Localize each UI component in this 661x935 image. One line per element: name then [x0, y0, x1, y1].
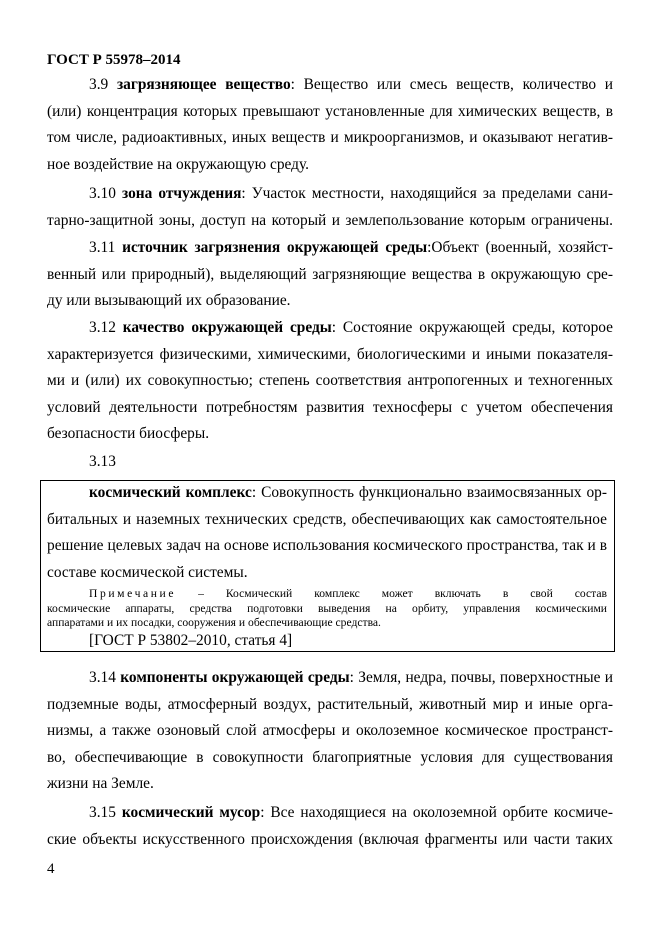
paragraph-line: тарно-защитной зоны, доступ на который и землепользование которым ограничены.: [47, 211, 613, 229]
definition-3-10: [47, 181, 613, 234]
document-header: ГОСТ Р 55978–2014: [47, 52, 181, 68]
source-reference: [ГОСТ Р 53802–2010, статья 4]: [89, 632, 293, 649]
paragraph-line: венный или природный), выделяющий загрязняющие вещества в окружающую сре-: [47, 265, 613, 283]
definition-3-13-box: [40, 480, 615, 652]
paragraph-line: 3.11 источник загрязнения окружающей среды:Объект (военный, хозяйст-: [89, 239, 613, 256]
note-line: аппаратами и их посадки, сооружения и обеспечивающие средства.: [47, 616, 381, 629]
paragraph-line: низмы, а также озоновый слой атмосферы и околоземное космическое пространст-: [47, 722, 613, 740]
note-block: [47, 587, 607, 631]
term: загрязняющее вещество: [116, 76, 291, 93]
paragraph-line: ские объекты искусственного происхождения (включая фрагменты или части таких: [47, 830, 613, 848]
paragraph-line: 3.12 качество окружающей среды: Состояние окружающей среды, которое: [89, 319, 613, 336]
paragraph-line: условий деятельности потребностям развития техносферы с учетом обеспечения: [47, 398, 613, 416]
term: источник загрязнения окружающей среды: [122, 239, 428, 256]
paragraph-line: ду или вызывающий их образование.: [47, 292, 291, 310]
paragraph-line: характеризуется физическими, химическими, биологическими и иными показателя-: [47, 345, 613, 363]
term: космический мусор: [121, 804, 261, 821]
note-line: космические аппараты, средства подготовки выведения на орбиту, управления космическими: [47, 601, 607, 615]
paragraph-line: космический комплекс: Совокупность функционально взаимосвязанных ор-: [89, 484, 607, 501]
paragraph-line: во, обеспечивающие в совокупности благоприятные условия для существования: [47, 748, 613, 766]
term: космический комплекс: [89, 484, 252, 501]
definition-3-15: [47, 800, 613, 853]
definition-3-13-number: 3.13: [89, 453, 116, 470]
definition-3-12: [47, 315, 613, 448]
definition-3-11: [47, 235, 613, 315]
paragraph-line: 3.14 компоненты окружающей среды: Земля, недра, почвы, поверхностные и: [89, 669, 613, 686]
paragraph-line: подземные воды, атмосферный воздух, растительный, животный мир и иные орга-: [47, 695, 613, 713]
paragraph-line: жизни на Земле.: [47, 775, 154, 793]
paragraph-line: том числе, радиоактивных, иных веществ и микроорганизмов, и оказывают негатив-: [47, 129, 613, 147]
note-label: Примечание: [89, 587, 177, 600]
paragraph-line: безопасности биосферы.: [47, 425, 210, 443]
definition-3-14: [47, 665, 613, 798]
term: зона отчуждения: [121, 185, 242, 202]
term: компоненты окружающей среды: [120, 669, 350, 686]
term: качество окружающей среды: [122, 319, 332, 336]
paragraph-line: решение целевых задач на основе использования космического пространства, так и в: [47, 537, 607, 555]
paragraph-line: 3.15 космический мусор: Все находящиеся на околоземной орбите космиче-: [89, 804, 613, 821]
paragraph-line: составе космической системы.: [47, 563, 248, 581]
paragraph-line: 3.9 загрязняющее вещество: Вещество или смесь веществ, количество и: [89, 76, 613, 93]
paragraph-line: ми и (или) их совокупностью; степень соответствия антропогенных и техногенных: [47, 372, 613, 390]
paragraph-line: (или) концентрация которых превышают установленные для химических веществ, в: [47, 102, 613, 120]
paragraph-line: 3.10 зона отчуждения: Участок местности, находящийся за пределами сани-: [89, 185, 613, 202]
paragraph-line: битальных и наземных технических средств, обеспечивающих как самостоятельное: [47, 510, 607, 528]
page-number: 4: [47, 861, 55, 877]
definition-3-13: [47, 480, 607, 586]
paragraph-line: ное воздействие на окружающую среду.: [47, 155, 310, 173]
definition-3-9: [47, 72, 613, 178]
note-line: Примечание – Космический комплекс может включать в свой состав: [89, 587, 607, 600]
